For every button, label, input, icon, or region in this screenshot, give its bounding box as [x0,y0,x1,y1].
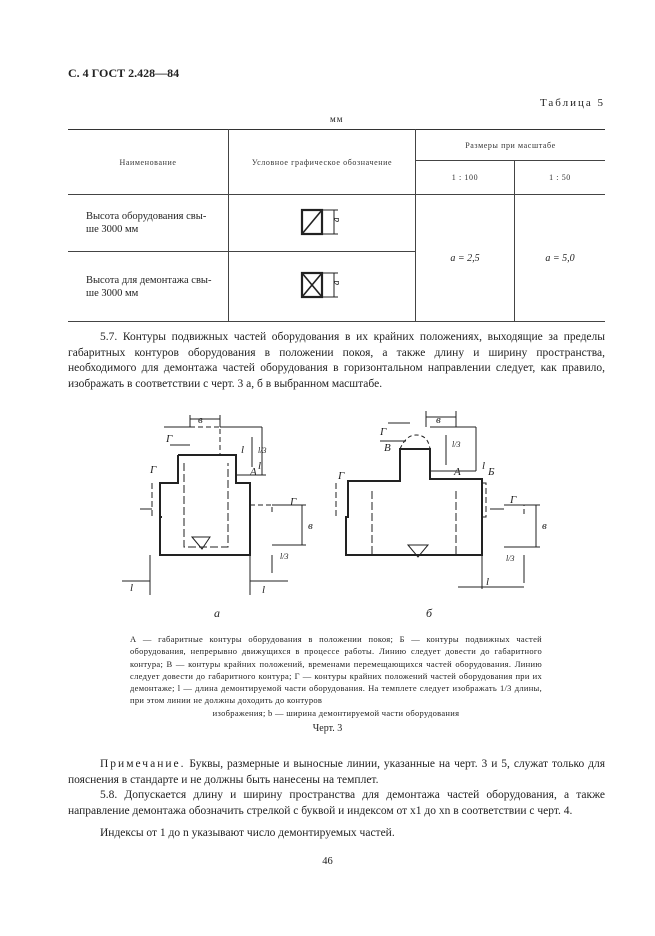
svg-text:l: l [262,584,266,596]
page-header: С. 4 ГОСТ 2.428—84 [68,66,180,80]
value-1-50: a = 5,0 [515,195,606,322]
svg-text:l/3: l/3 [258,446,267,455]
svg-text:l/3: l/3 [506,554,515,563]
table-label: Таблица 5 [539,97,605,109]
table-unit: мм [330,114,344,124]
svg-text:Г: Г [290,496,297,508]
svg-text:Г: Г [338,470,345,482]
svg-text:Г: Г [510,494,517,506]
svg-text:l/3: l/3 [452,440,461,449]
col-name-header: Наименование [68,130,229,195]
value-1-100: a = 2,5 [416,195,515,322]
symbol-height [229,195,416,252]
page-number: 46 [322,856,333,867]
svg-text:l: l [130,582,134,594]
svg-text:А: А [250,466,257,478]
figure-legend: А — габаритные контуры оборудования в положении покоя; Б — контуры подвижных частей оборудования, непрерывно движущихся в процессе работы. Линию следует довести до габаритного контура; В — контуры крайних положений, временами перемещающихся частей оборудования. Линию следует довести до габаритного контура; Г — контуры крайних положений частей оборудования при их демонтаже; l — длина демонтируемой части оборудования. На темплете следует изображать 1/3 длины, при этом линии не должны доходить до контуров изображения; b — ширина демонтируемой части оборудования [130,634,542,718]
svg-text:l/3: l/3 [280,552,289,561]
svg-text:Б: Б [488,466,495,478]
svg-text:Г: Г [380,426,387,438]
svg-text:l: l [486,576,490,588]
note: Примечание. Буквы, размерные и выносные линии, указанные на черт. 3 и 5, служат только для пояснения в стандарте и не должны быть нанесены на темплет. [68,758,605,786]
svg-text:б: б [426,606,433,620]
paragraph-5-7: 5.7. Контуры подвижных частей оборудования в их крайних положениях, выходящие за пределы габаритных контуров оборудования в положении покоя, а также длину и ширину пространства, необходимого для демонтажа частей оборудования в горизонтальном направлении следует, как правило, изображать в соответствии с черт. 3 а, б в выбранном масштабе. [68,331,605,390]
svg-text:a: a [331,280,341,285]
symbol-dismantle-height [229,252,416,322]
figure-3-drawing [110,405,560,625]
paragraph-5-8: 5.8. Допускается длину и ширину пространства для демонтажа частей оборудования, а также направление демонтажа обозначить стрелкой с буквой и индексом от x1 до xn в соответствии с черт. 4. [68,789,605,817]
svg-text:a: a [331,217,341,222]
svg-text:Г: Г [166,433,173,445]
svg-text:в: в [542,520,547,532]
scale-1-100: 1 : 100 [416,161,515,195]
svg-text:А: А [454,466,461,478]
svg-text:В: В [384,442,391,454]
height-symbol-icon [300,208,344,236]
dismantle-height-symbol-icon [300,271,344,299]
drawing-a [122,415,306,595]
figure-caption: Черт. 3 [312,723,343,734]
col-symbol-header: Условное графическое обозначение [229,130,416,195]
table-row-name-2: Высота для демонтажа свы- ше 3000 мм [68,252,229,322]
scale-1-50: 1 : 50 [515,161,606,195]
svg-text:l: l [258,460,262,472]
table-5 [68,129,605,322]
svg-text:в: в [308,520,313,532]
table-row-name-1: Высота оборудования свы- ше 3000 мм [68,195,229,252]
svg-text:в: в [436,414,441,426]
col-sizes-header: Размеры при масштабе [416,130,606,161]
svg-text:l: l [241,444,245,456]
paragraph-indices: Индексы от 1 до n указывают число демонтируемых частей. [100,827,395,839]
svg-text:а: а [214,606,220,620]
svg-text:Г: Г [150,464,157,476]
svg-text:в: в [198,414,203,426]
svg-text:l: l [482,460,486,472]
